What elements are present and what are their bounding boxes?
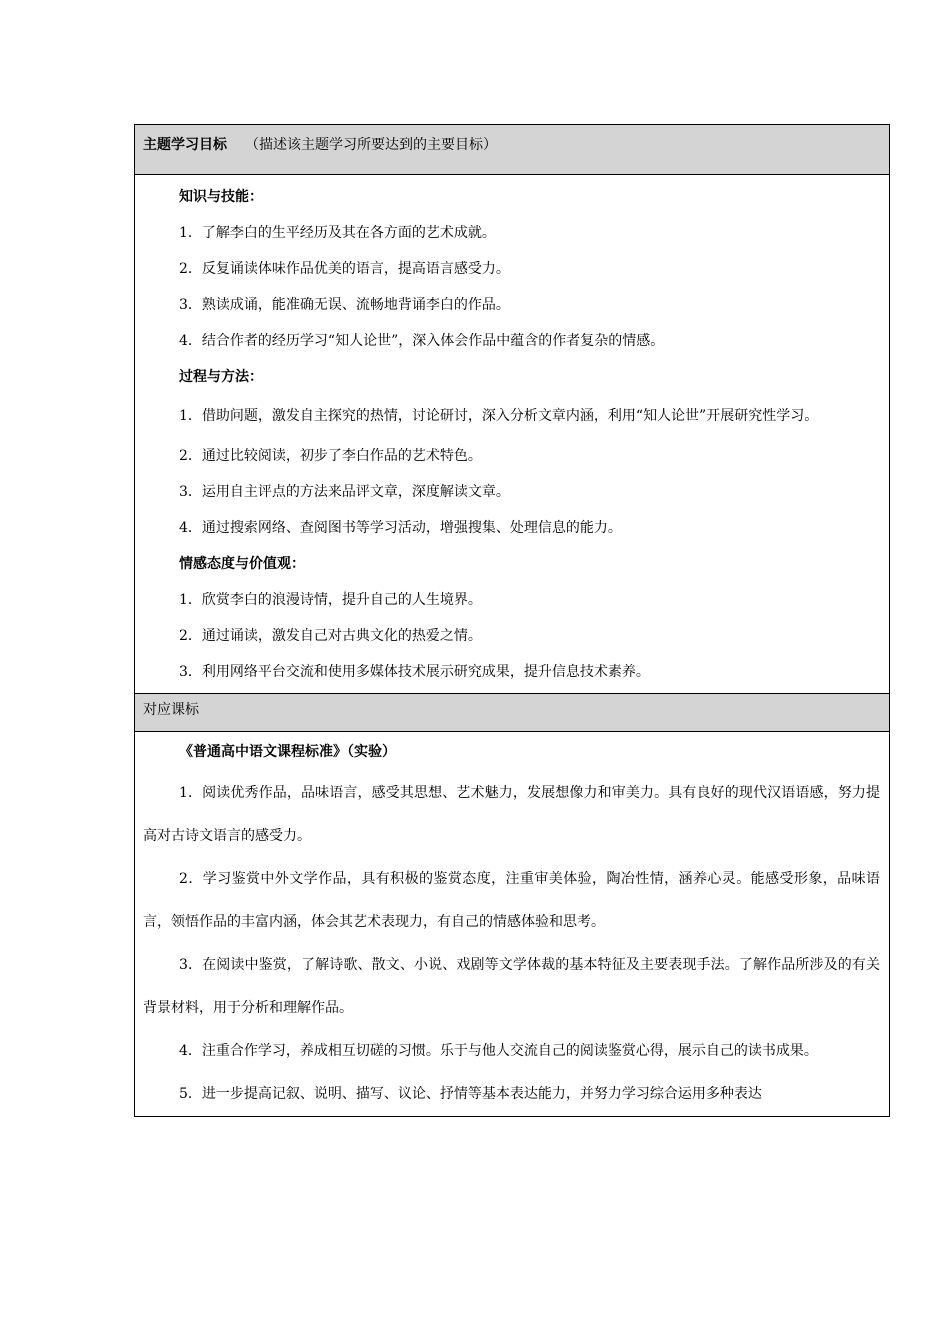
attitude-item: 1．欣赏李白的浪漫诗情，提升自己的人生境界。	[179, 592, 482, 608]
knowledge-item: 3．熟读成诵，能准确无误、流畅地背诵李白的作品。	[179, 297, 510, 313]
standards-item: 5．进一步提高记叙、说明、描写、议论、抒情等基本表达能力，并努力学习综合运用多种表达	[179, 1086, 762, 1102]
attitude-item: 2．通过诵读，激发自己对古典文化的热爱之情。	[179, 628, 482, 644]
standards-content	[135, 732, 889, 1116]
standards-header-title: 对应课标	[143, 702, 199, 718]
goals-content	[135, 175, 889, 693]
process-heading: 过程与方法：	[179, 369, 263, 385]
standards-item: 2．学习鉴赏中外文学作品，具有积极的鉴赏态度，注重审美体验，陶冶性情，涵养心灵。能感受形象，品味语言，领悟作品的丰富内涵，体会其艺术表现力，有自己的情感体验和思考。	[143, 871, 880, 930]
goals-header-description: （描述该主题学习所要达到的主要目标）	[245, 137, 497, 153]
attitude-item: 3．利用网络平台交流和使用多媒体技术展示研究成果，提升信息技术素养。	[179, 664, 650, 680]
process-item: 4．通过搜索网络、查阅图书等学习活动，增强搜集、处理信息的能力。	[179, 520, 622, 536]
knowledge-item: 2．反复诵读体味作品优美的语言，提高语言感受力。	[179, 261, 510, 277]
knowledge-item: 1．了解李白的生平经历及其在各方面的艺术成就。	[179, 225, 496, 241]
process-item: 2．通过比较阅读，初步了李白作品的艺术特色。	[179, 448, 482, 464]
goals-header-title: 主题学习目标	[143, 137, 227, 153]
knowledge-heading: 知识与技能：	[179, 189, 263, 205]
standards-item: 4．注重合作学习，养成相互切磋的习惯。乐于与他人交流自己的阅读鉴赏心得，展示自己的读书成果。	[179, 1043, 818, 1059]
standards-header-row	[135, 693, 889, 732]
standards-item: 3．在阅读中鉴赏，了解诗歌、散文、小说、戏剧等文学体裁的基本特征及主要表现手法。了解作品所涉及的有关背景材料，用于分析和理解作品。	[143, 957, 880, 1016]
standards-item: 1．阅读优秀作品，品味语言，感受其思想、艺术魅力，发展想像力和审美力。具有良好的现代汉语语感，努力提高对古诗文语言的感受力。	[143, 785, 880, 844]
standards-title: 《普通高中语文课程标准》（实验）	[179, 744, 396, 760]
knowledge-item: 4．结合作者的经历学习“知人论世”，深入体会作品中蕴含的作者复杂的情感。	[179, 333, 665, 349]
attitude-heading: 情感态度与价值观：	[179, 556, 305, 572]
process-item: 1．借助问题，激发自主探究的热情，讨论研讨，深入分析文章内涵，利用“知人论世”开展研究性学习。	[179, 408, 819, 424]
process-item: 3．运用自主评点的方法来品评文章，深度解读文章。	[179, 484, 510, 500]
goals-table	[134, 124, 890, 1117]
goals-header-row	[135, 125, 889, 175]
